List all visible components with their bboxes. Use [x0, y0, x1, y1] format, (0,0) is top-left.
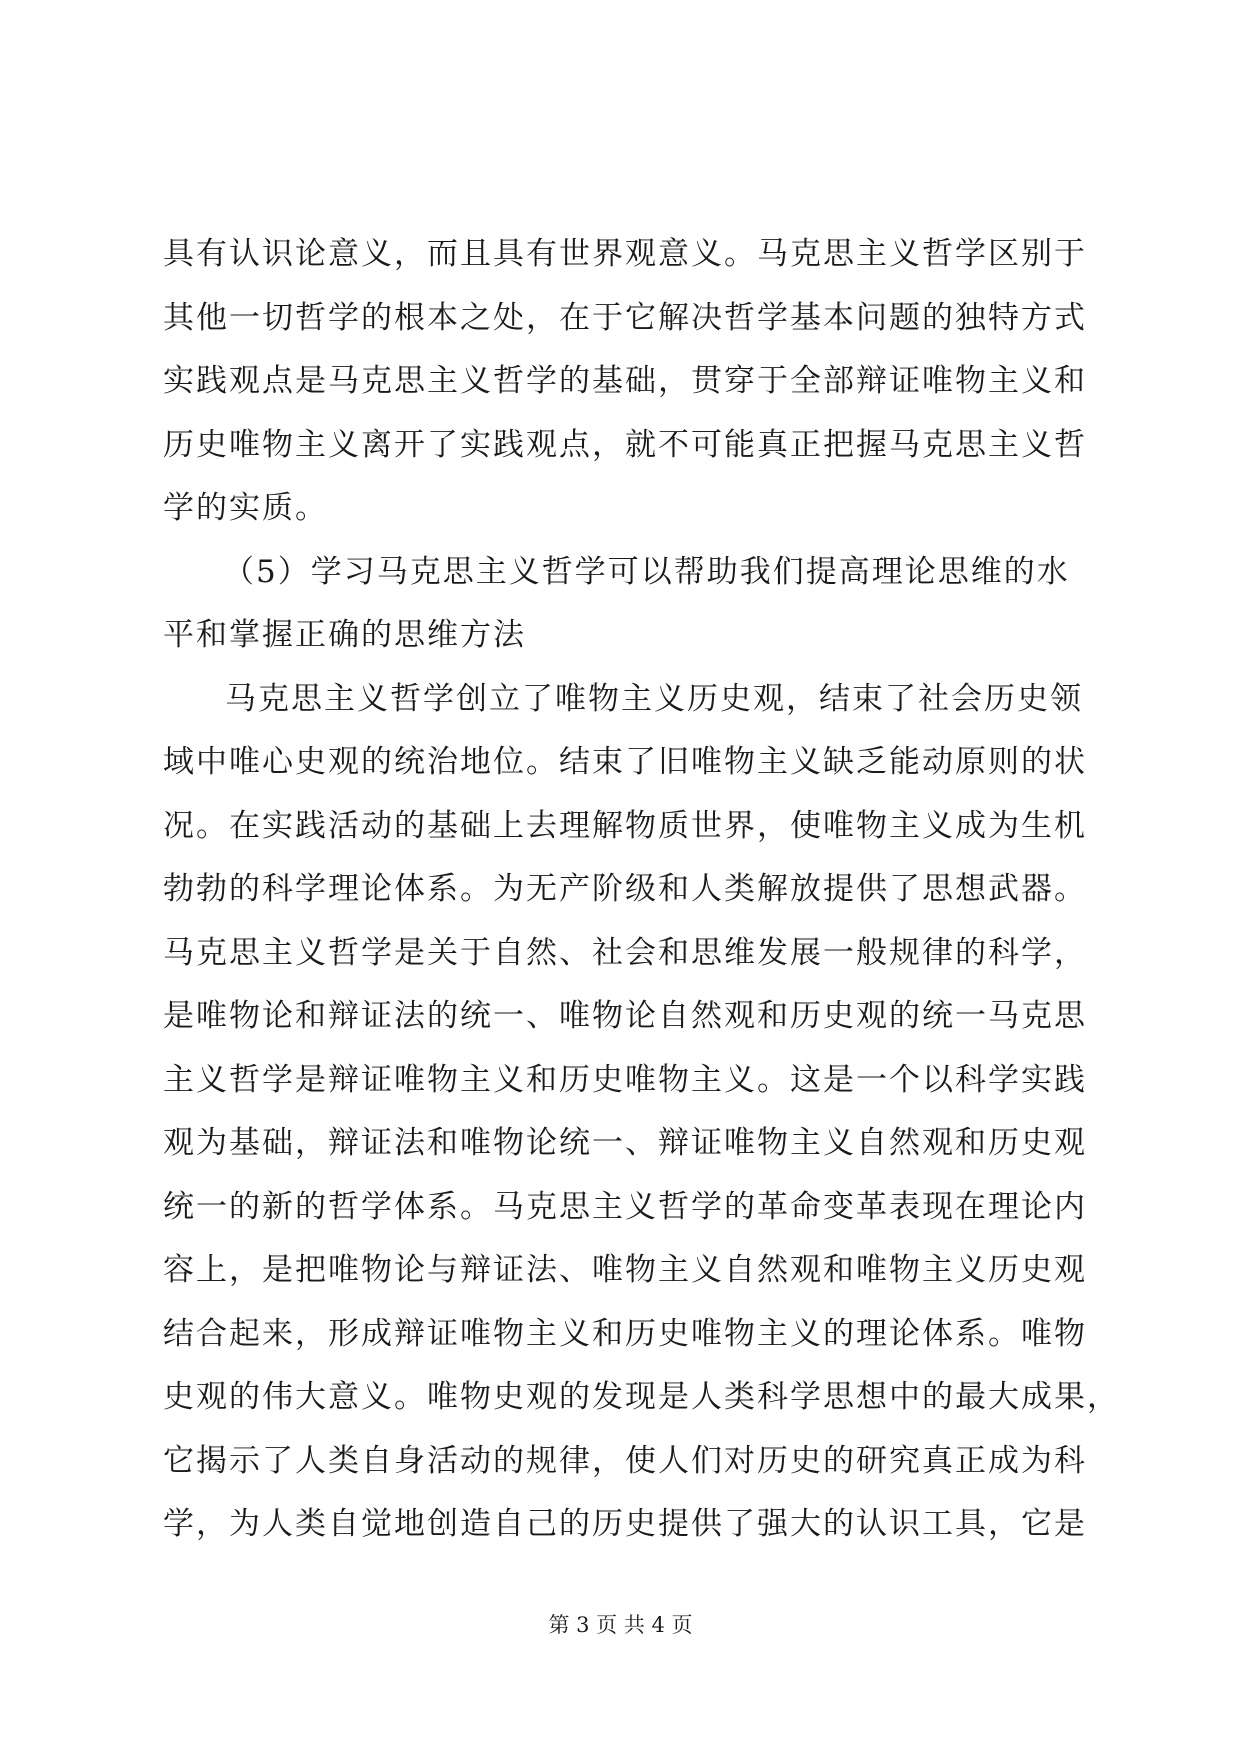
text-line: 史观的伟大意义。唯物史观的发现是人类科学思想中的最大成果， [163, 1379, 1120, 1415]
text-line: 历史唯物主义离开了实践观点，就不可能真正把握马克思主义哲 [163, 426, 1087, 463]
body-text [163, 223, 1120, 1557]
text-line: 实践观点是马克思主义哲学的基础，贯穿于全部辩证唯物主义和 [163, 363, 1087, 399]
paragraph-first-line: 马克思主义哲学创立了唯物主义历史观，结束了社会历史领 [225, 680, 1083, 717]
text-line: 容上，是把唯物论与辩证法、唯物主义自然观和唯物主义历史观 [163, 1252, 1087, 1288]
text-line: 勃勃的科学理论体系。为无产阶级和人类解放提供了思想武器。 [163, 871, 1087, 907]
text-line: 是唯物论和辩证法的统一、唯物论自然观和历史观的统一马克思 [163, 998, 1087, 1034]
text-line: 观为基础，辩证法和唯物论统一、辩证唯物主义自然观和历史观 [163, 1125, 1087, 1161]
text-line: 统一的新的哲学体系。马克思主义哲学的革命变革表现在理论内 [163, 1188, 1087, 1225]
text-line: 学的实质。 [163, 490, 328, 526]
section-heading-line: 平和掌握正确的思维方法 [163, 617, 526, 653]
text-line: 况。在实践活动的基础上去理解物质世界，使唯物主义成为生机 [163, 807, 1087, 844]
text-line: 其他一切哲学的根本之处，在于它解决哲学基本问题的独特方式 [163, 299, 1087, 336]
text-line: 学，为人类自觉地创造自己的历史提供了强大的认识工具，它是 [163, 1506, 1087, 1542]
text-line: 主义哲学是辩证唯物主义和历史唯物主义。这是一个以科学实践 [163, 1061, 1087, 1098]
text-line: 它揭示了人类自身活动的规律，使人们对历史的研究真正成为科 [163, 1442, 1087, 1479]
section-heading-line: （5）学习马克思主义哲学可以帮助我们提高理论思维的水 [223, 553, 1070, 590]
page-number-footer: 第 3 页 共 4 页 [548, 1613, 693, 1637]
text-line: 马克思主义哲学是关于自然、社会和思维发展一般规律的科学， [163, 934, 1087, 971]
text-line: 域中唯心史观的统治地位。结束了旧唯物主义缺乏能动原则的状 [163, 744, 1087, 780]
text-line: 结合起来，形成辩证唯物主义和历史唯物主义的理论体系。唯物 [163, 1315, 1087, 1352]
text-line: 具有认识论意义，而且具有世界观意义。马克思主义哲学区别于 [163, 236, 1087, 272]
